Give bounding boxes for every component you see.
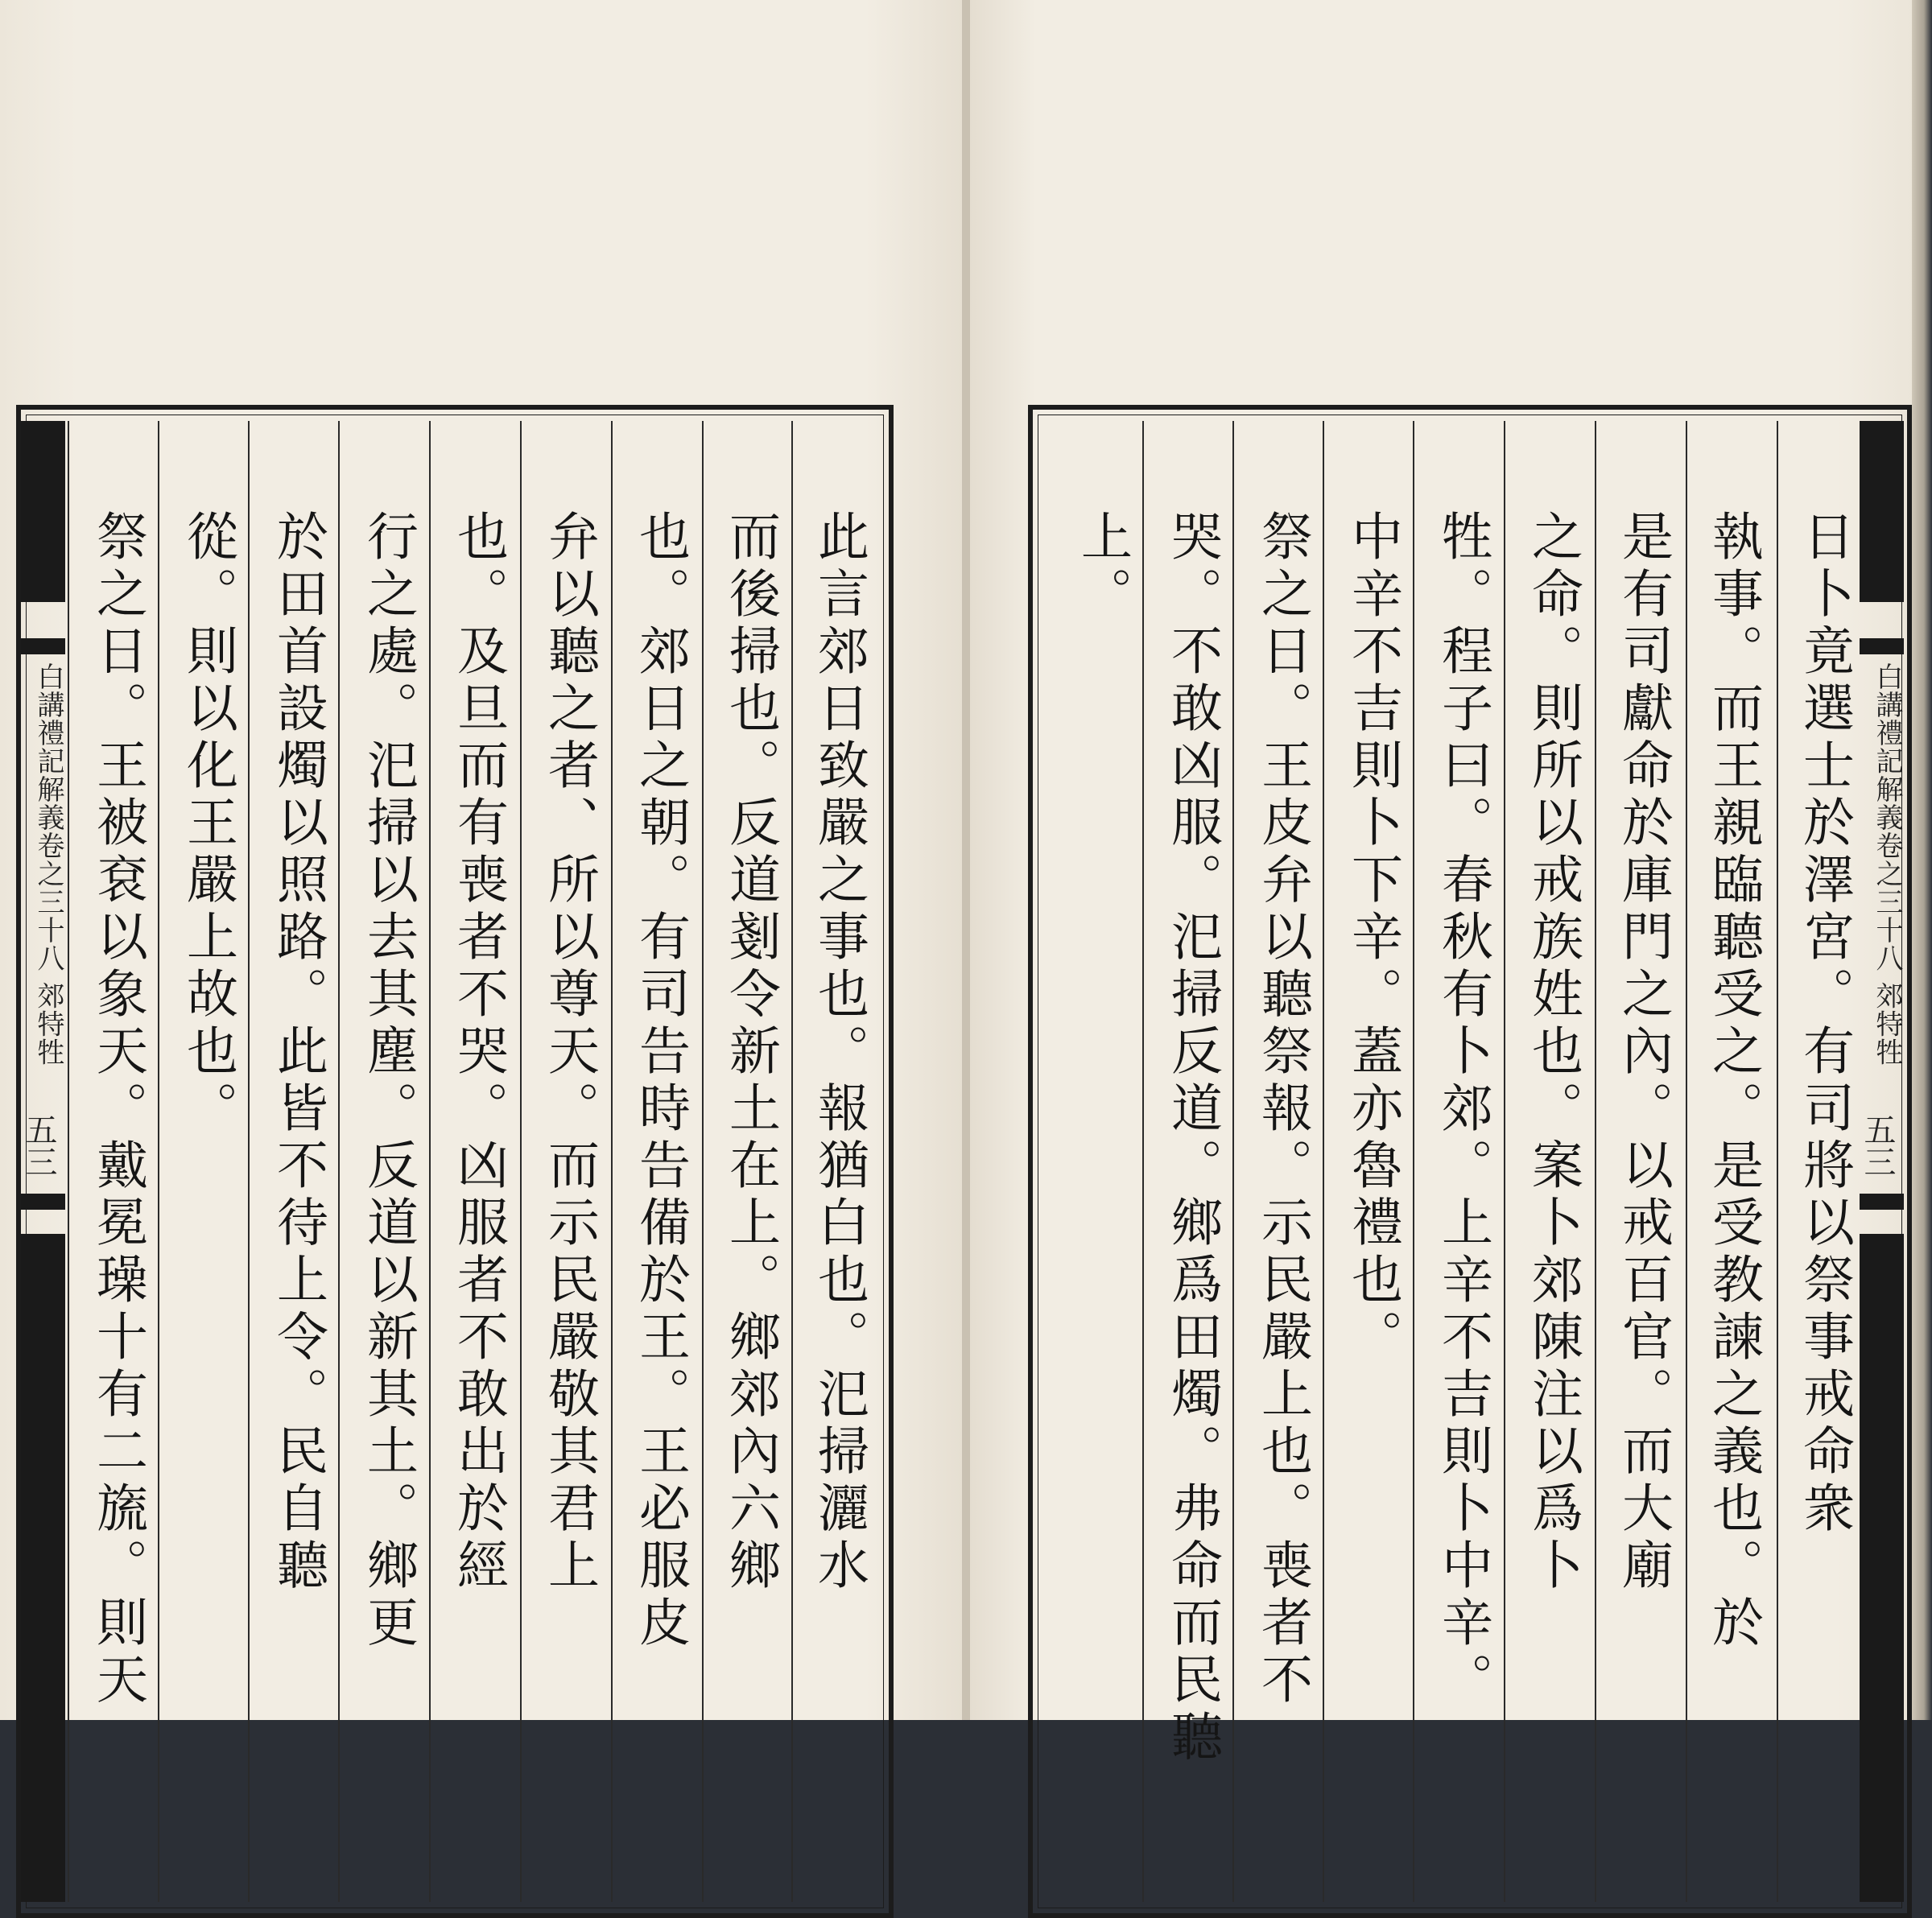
left-folio: 五三	[20, 1113, 57, 1178]
left-column-5: 也。及旦而有喪者不哭。凶服者不敢出於經	[448, 509, 508, 1595]
left-column-1: 此言郊日致嚴之事也。報猶白也。汜掃灑水	[809, 509, 869, 1595]
left-margin-label: 白講禮記解義卷之三十八 郊特牲	[32, 662, 64, 1066]
right-column-8: 哭。不敢凶服。汜掃反道。鄉爲田燭。弗命而民聽	[1162, 509, 1222, 1767]
right-column-5: 牲。程子曰。春秋有卜郊。上辛不吉則卜中辛。	[1433, 509, 1492, 1710]
right-column-9: 上。	[1072, 509, 1132, 624]
right-column-2: 執事。而王親臨聽受之。是受教諫之義也。於	[1703, 509, 1763, 1652]
right-column-6: 中辛不吉則卜下辛。蓋亦魯禮也。	[1343, 509, 1402, 1367]
left-column-4: 弁以聽之者、所以尊天。而示民嚴敬其君上	[539, 509, 599, 1595]
left-fold-margin	[21, 421, 65, 1902]
right-fold-margin	[1860, 421, 1904, 1902]
right-folio: 五三	[1859, 1113, 1896, 1178]
page-edge	[1912, 0, 1932, 1720]
book-gutter	[962, 0, 970, 1720]
left-column-9: 祭之日。王被袞以象天。戴冕璪十有二旒。則天	[88, 509, 147, 1710]
left-column-6: 行之處。汜掃以去其塵。反道以新其土。鄉更	[358, 509, 418, 1652]
right-column-4: 之命。則所以戒族姓也。案卜郊陳注以爲卜	[1523, 509, 1583, 1595]
left-column-2: 而後掃也。反道剗令新土在上。鄉郊內六鄉	[720, 509, 780, 1595]
left-column-3: 也。郊日之朝。有司告時告備於王。王必服皮	[630, 509, 690, 1652]
right-column-3: 是有司獻命於庫門之內。以戒百官。而大廟	[1613, 509, 1673, 1595]
right-column-1: 日卜竟選士於澤宮。有司將以祭事戒命衆	[1794, 509, 1854, 1538]
right-margin-label: 白講禮記解義卷之三十八 郊特牲	[1871, 662, 1903, 1066]
left-column-7: 於田首設燭以照路。此皆不待上令。民自聽	[268, 509, 328, 1595]
right-text-frame	[1028, 405, 1912, 1918]
right-column-7: 祭之日。王皮弁以聽祭報。示民嚴上也。喪者不	[1253, 509, 1312, 1710]
left-column-8: 從。則以化王嚴上故也。	[178, 509, 237, 1138]
left-text-frame	[16, 405, 894, 1918]
